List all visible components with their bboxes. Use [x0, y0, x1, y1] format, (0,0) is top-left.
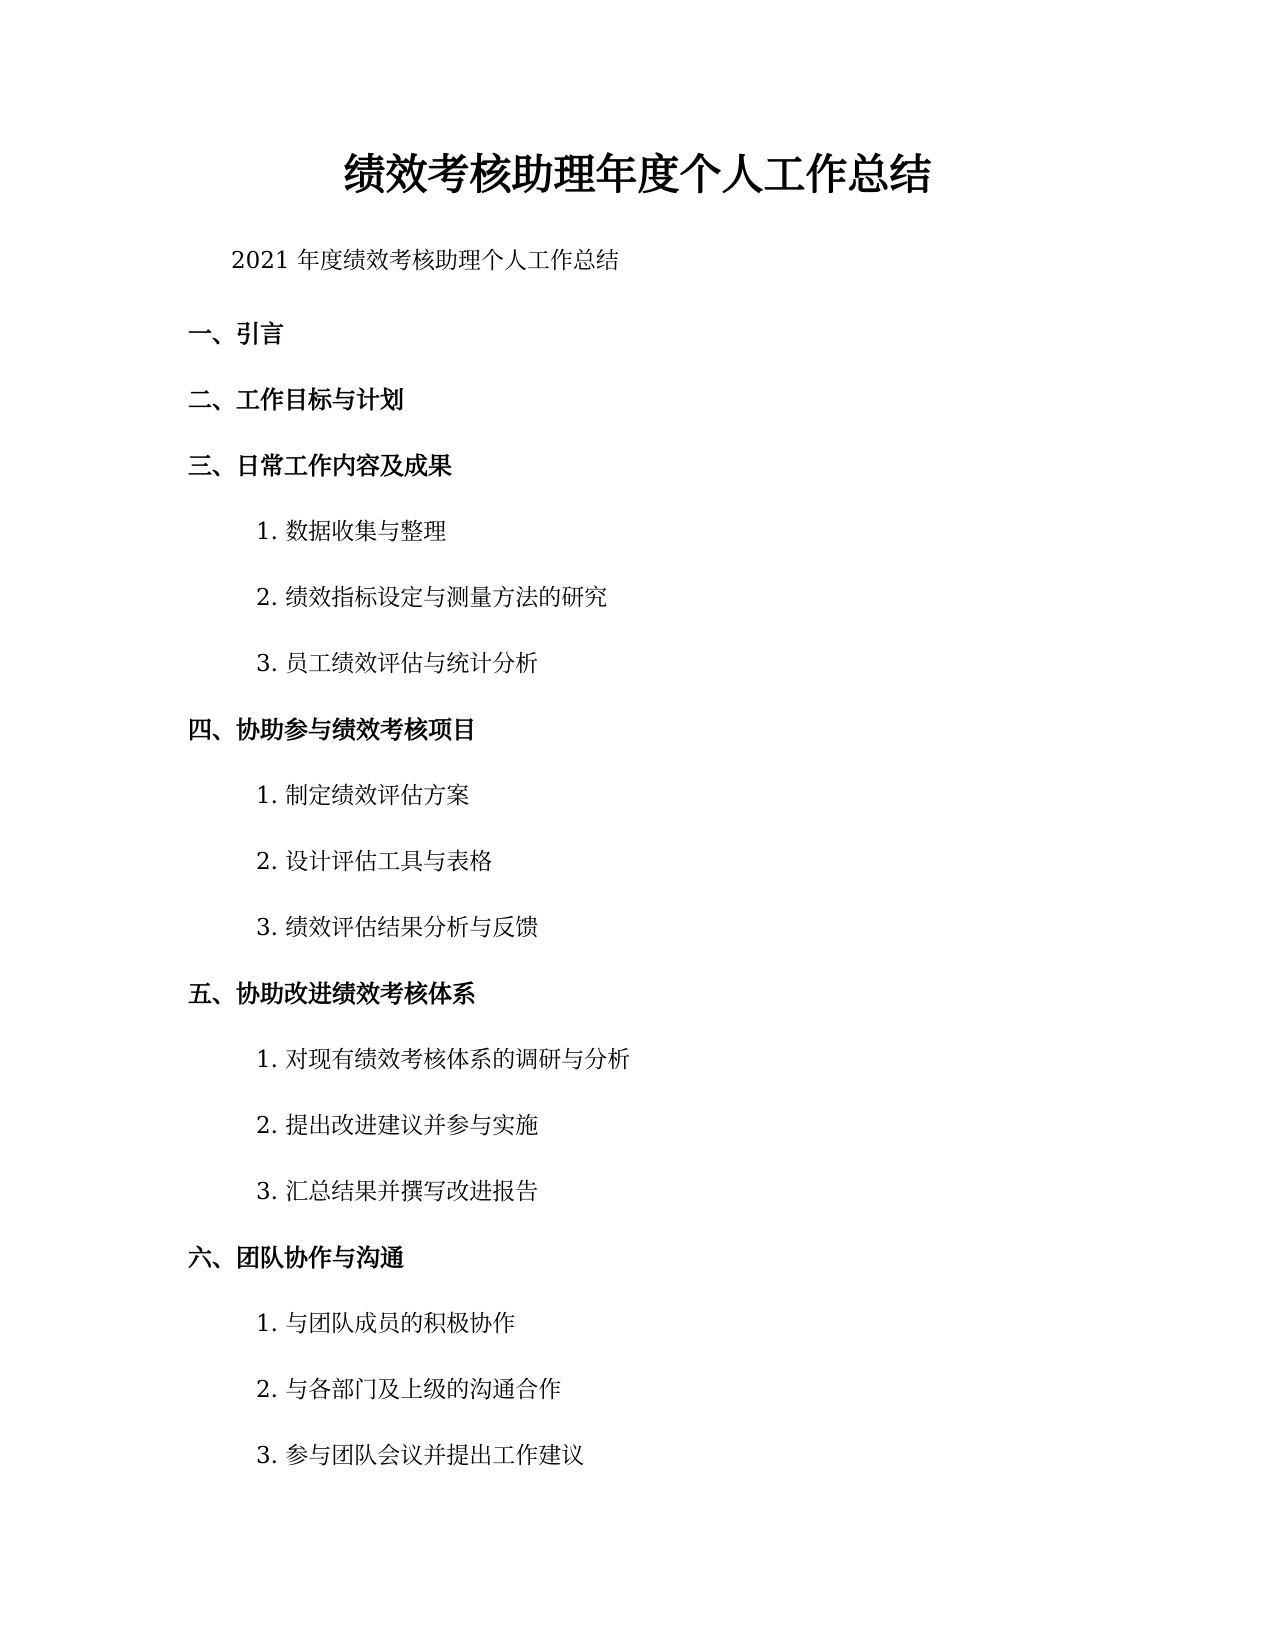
section-heading: 五、协助改进绩效考核体系 — [188, 980, 476, 1008]
section-heading: 四、协助参与绩效考核项目 — [188, 716, 476, 744]
document-subtitle: 2021 年度绩效考核助理个人工作总结 — [231, 248, 619, 274]
section-teamwork — [188, 1240, 1088, 1474]
section-goals-and-plans — [188, 382, 1088, 448]
section-heading: 一、引言 — [188, 320, 284, 348]
list-item: 2. 提出改进建议并参与实施 — [256, 1113, 539, 1139]
section-heading: 六、团队协作与沟通 — [188, 1244, 404, 1272]
list-item: 1. 数据收集与整理 — [256, 519, 447, 545]
list-item: 1. 对现有绩效考核体系的调研与分析 — [256, 1047, 631, 1073]
list-item: 1. 与团队成员的积极协作 — [256, 1311, 516, 1337]
document-title: 绩效考核助理年度个人工作总结 — [343, 150, 932, 199]
section-item-list — [188, 1042, 1088, 1240]
list-item: 2. 绩效指标设定与测量方法的研究 — [256, 585, 608, 611]
list-item: 2. 与各部门及上级的沟通合作 — [256, 1377, 562, 1403]
list-item: 3. 员工绩效评估与统计分析 — [256, 651, 539, 677]
section-introduction — [188, 316, 1088, 382]
section-item-list — [188, 514, 1088, 712]
section-heading: 三、日常工作内容及成果 — [188, 452, 452, 480]
section-item-list — [188, 778, 1088, 976]
list-item: 1. 制定绩效评估方案 — [256, 783, 470, 809]
list-item: 3. 绩效评估结果分析与反馈 — [256, 915, 539, 941]
list-item: 3. 参与团队会议并提出工作建议 — [256, 1443, 585, 1469]
section-item-list — [188, 1306, 1088, 1474]
document-body — [188, 316, 1088, 1474]
section-assessment-projects — [188, 712, 1088, 976]
list-item: 2. 设计评估工具与表格 — [256, 849, 493, 875]
section-heading: 二、工作目标与计划 — [188, 386, 404, 414]
section-system-improvement — [188, 976, 1088, 1240]
section-daily-work — [188, 448, 1088, 712]
list-item: 3. 汇总结果并撰写改进报告 — [256, 1179, 539, 1205]
